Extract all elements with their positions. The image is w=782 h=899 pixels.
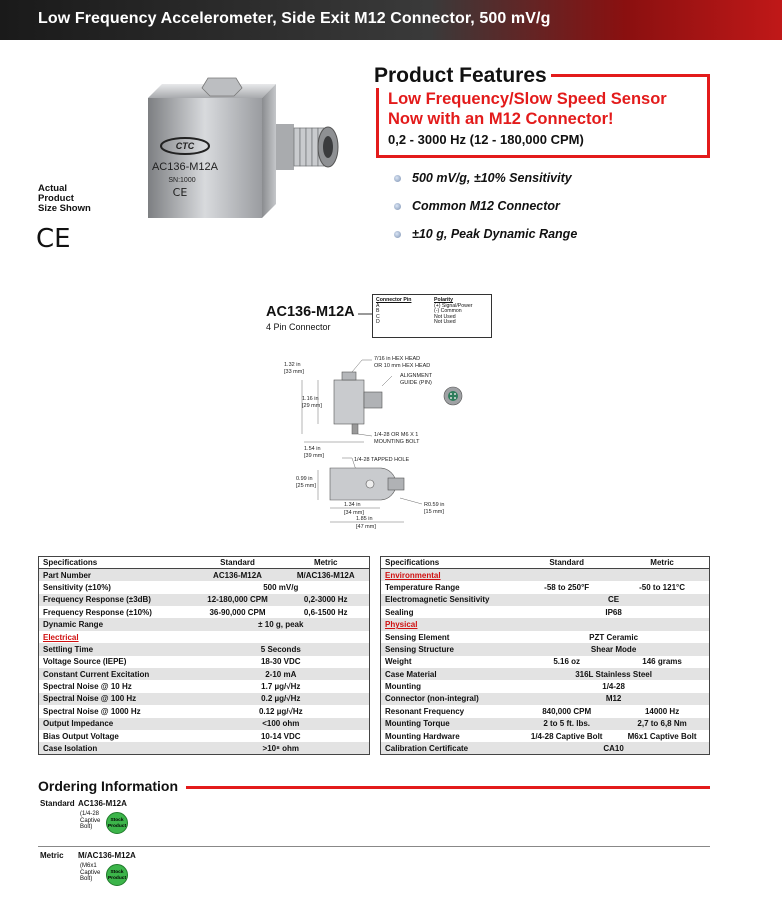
- ordering-rule: [186, 786, 710, 789]
- spec-value: 10-14 VDC: [260, 731, 301, 741]
- ordering-note-metric: (M6x1 Captive Bolt): [80, 863, 101, 883]
- spec-header-cell: Metric: [282, 557, 369, 569]
- spec-row: [381, 730, 710, 742]
- spec-row: [39, 680, 370, 692]
- spec-value: 2-10 mA: [193, 668, 370, 680]
- spec-table-right: [380, 556, 710, 755]
- dim-radius: R0.59 in: [424, 502, 445, 508]
- spec-label: Spectral Noise @ 1000 Hz: [43, 706, 141, 716]
- ordering-title: Ordering Information: [38, 778, 184, 794]
- photo-brand: CTC: [175, 141, 195, 151]
- spec-row: [381, 718, 710, 730]
- dim-overall-length: 1.85 in: [356, 516, 373, 522]
- spec-row: [381, 668, 710, 680]
- page-title: Low Frequency Accelerometer, Side Exit M12 Connector, 500 mV/g: [38, 10, 551, 27]
- spec-row: [381, 643, 710, 655]
- spec-label: Weight: [385, 657, 412, 667]
- spec-row: [39, 730, 370, 742]
- bullet-icon: [394, 231, 401, 238]
- spec-value: ± 10 g, peak: [193, 618, 370, 630]
- spec-row: [381, 705, 710, 717]
- spec-row: [39, 631, 370, 643]
- spec-header-cell: Specifications: [381, 557, 519, 569]
- spec-label: Output Impedance: [39, 718, 193, 730]
- spec-label: Mounting: [385, 682, 421, 692]
- spec-header-row: [381, 557, 710, 569]
- spec-row: [39, 693, 370, 705]
- spec-value-standard: 5.16 oz: [553, 657, 581, 667]
- stock-product-badge: Stock Product: [106, 864, 128, 886]
- spec-value: 1.7 µg/√Hz: [261, 682, 301, 692]
- svg-text:MOUNTING BOLT: MOUNTING BOLT: [374, 439, 420, 445]
- spec-section-label: Electrical: [43, 632, 79, 642]
- spec-row: [39, 742, 370, 754]
- spec-value-standard: AC136-M12A: [193, 569, 283, 581]
- spec-value: PZT Ceramic: [589, 632, 639, 642]
- spec-value-metric: 0,6-1500 Hz: [303, 607, 348, 617]
- spec-label: Sensitivity (±10%): [43, 582, 111, 592]
- spec-row: [381, 618, 710, 630]
- spec-row: [381, 742, 710, 754]
- spec-row: [381, 680, 710, 692]
- spec-value: 316L Stainless Steel: [518, 668, 709, 680]
- spec-value-metric: 2,7 to 6,8 Nm: [615, 718, 709, 730]
- dim-length: 1.54 in: [304, 446, 321, 452]
- spec-value-metric: M6x1 Captive Bolt: [627, 731, 697, 741]
- dim-height: 1.32 in: [284, 362, 301, 368]
- spec-label: Dynamic Range: [39, 618, 193, 630]
- spec-header-cell: Specifications: [39, 557, 193, 569]
- spec-value-standard: 2 to 5 ft. lbs.: [518, 718, 615, 730]
- spec-value-standard: 1/4-28 Captive Bolt: [530, 731, 603, 741]
- spec-label: Sensing Structure: [381, 643, 519, 655]
- spec-value-standard: 36-90,000 CPM: [209, 607, 266, 617]
- ordering-part-standard[interactable]: AC136-M12A: [78, 799, 127, 808]
- dim-body-height: 1.16 in: [302, 396, 319, 402]
- feature-bullet: ±10 g, Peak Dynamic Range: [394, 227, 577, 241]
- spec-row: [381, 693, 710, 705]
- spec-label: Sealing: [385, 607, 414, 617]
- spec-label: Sensing Element: [385, 632, 450, 642]
- spec-label: Case Isolation: [39, 742, 193, 754]
- svg-text:[34 mm]: [34 mm]: [344, 510, 364, 516]
- spec-value-metric: M/AC136-M12A: [282, 569, 369, 581]
- spec-table-left: [38, 556, 370, 755]
- svg-text:GUIDE (PIN): GUIDE (PIN): [400, 380, 432, 386]
- svg-text:[25 mm]: [25 mm]: [296, 483, 316, 489]
- spec-value: CE: [518, 594, 709, 606]
- spec-label: Temperature Range: [385, 582, 460, 592]
- ordering-part-metric[interactable]: M/AC136-M12A: [78, 851, 136, 860]
- spec-section-label: Environmental: [381, 569, 710, 581]
- spec-value: >10⁸ ohm: [193, 742, 370, 754]
- product-photo: [138, 76, 348, 226]
- features-title: Product Features: [374, 64, 551, 88]
- bullet-icon: [394, 175, 401, 182]
- ordering-divider: [38, 846, 710, 847]
- spec-row: [39, 668, 370, 680]
- spec-row: [381, 569, 710, 581]
- spec-value: <100 ohm: [193, 718, 370, 730]
- spec-row: [39, 618, 370, 630]
- ordering-label-standard: Standard: [40, 799, 75, 808]
- dim-bottom-width: 1.34 in: [344, 502, 361, 508]
- spec-label: Spectral Noise @ 100 Hz: [39, 693, 193, 705]
- spec-value-metric: -50 to 121°C: [639, 582, 686, 592]
- spec-row: [39, 606, 370, 618]
- spec-label: Frequency Response (±3dB): [39, 594, 193, 606]
- spec-header-row: [39, 557, 370, 569]
- bolt-label: 1/4-28 OR M6 X 1: [374, 432, 419, 438]
- features-headline: Low Frequency/Slow Speed Sensor Now with an M12 Connector!: [388, 90, 667, 128]
- spec-value-metric: 14000 Hz: [644, 706, 680, 716]
- spec-value-metric: 146 grams: [642, 657, 682, 667]
- spec-row: [39, 643, 370, 655]
- photo-model: AC136-M12A: [151, 161, 219, 173]
- ordering-label-metric: Metric: [40, 851, 64, 860]
- alignment-label: ALIGNMENT: [400, 373, 433, 379]
- spec-row: [381, 656, 710, 668]
- spec-label: Voltage Source (IEPE): [43, 657, 127, 667]
- spec-row: [39, 581, 370, 593]
- svg-text:[29 mm]: [29 mm]: [302, 403, 322, 409]
- spec-value: Shear Mode: [518, 643, 709, 655]
- spec-value: IP68: [605, 607, 622, 617]
- spec-row: [381, 594, 710, 606]
- spec-value-standard: 840,000 CPM: [542, 706, 592, 716]
- hex-head-label: 7/16 in HEX HEAD: [374, 356, 421, 362]
- spec-label: Settling Time: [39, 643, 193, 655]
- spec-row: [381, 631, 710, 643]
- spec-row: [39, 594, 370, 606]
- spec-label: Frequency Response (±10%): [43, 607, 152, 617]
- spec-label: Resonant Frequency: [385, 706, 465, 716]
- tapped-hole-label: 1/4-28 TAPPED HOLE: [354, 457, 410, 463]
- spec-value-standard: 12-180,000 CPM: [193, 594, 283, 606]
- spec-value-standard: -58 to 250°F: [544, 582, 590, 592]
- feature-bullet: Common M12 Connector: [394, 199, 560, 213]
- page-header: [0, 0, 782, 40]
- photo-serial: SN:1000: [168, 177, 196, 184]
- features-rule: [548, 74, 710, 77]
- features-range: 0,2 - 3000 Hz (12 - 180,000 CPM): [388, 132, 584, 147]
- spec-row: [39, 705, 370, 717]
- spec-label: Bias Output Voltage: [43, 731, 119, 741]
- spec-header-cell: Standard: [193, 557, 283, 569]
- spec-header-cell: Standard: [518, 557, 615, 569]
- spec-value: 5 Seconds: [193, 643, 370, 655]
- spec-header-cell: Metric: [615, 557, 709, 569]
- spec-value: CA10: [518, 742, 709, 754]
- svg-text:[47 mm]: [47 mm]: [356, 524, 376, 530]
- bullet-icon: [394, 203, 401, 210]
- drawing-subtitle: 4 Pin Connector: [266, 322, 331, 332]
- spec-row: [39, 656, 370, 668]
- svg-text:[33 mm]: [33 mm]: [284, 369, 304, 375]
- spec-value-metric: 0,2-3000 Hz: [282, 594, 369, 606]
- connector-pin-table: Connector Pin Polarity A (+) Signal/Power B (-) Common C Not Used D Not Used: [372, 294, 492, 338]
- svg-text:[39 mm]: [39 mm]: [304, 453, 324, 459]
- spec-value: 18-30 VDC: [260, 657, 301, 667]
- dim-bottom-height: 0.99 in: [296, 476, 313, 482]
- spec-row: [381, 606, 710, 618]
- spec-value: 0.12 µg/√Hz: [258, 706, 303, 716]
- spec-row: [39, 569, 370, 581]
- spec-label: Mounting Hardware: [385, 731, 460, 741]
- feature-bullet: 500 mV/g, ±10% Sensitivity: [394, 171, 572, 185]
- svg-text:OR 10 mm HEX HEAD: OR 10 mm HEX HEAD: [374, 363, 431, 369]
- spec-label: Calibration Certificate: [381, 742, 519, 754]
- spec-value: 1/4-28: [602, 682, 625, 692]
- photo-ce: CE: [172, 186, 188, 199]
- svg-text:[15 mm]: [15 mm]: [424, 509, 444, 515]
- spec-value: 500 mV/g: [263, 582, 299, 592]
- actual-size-label: Actual Product Size Shown: [38, 183, 91, 214]
- ordering-note-standard: (1/4-28 Captive Bolt): [80, 811, 101, 831]
- spec-section-label: Physical: [381, 618, 710, 630]
- ce-mark: CE: [36, 224, 71, 254]
- stock-product-badge: Stock Product: [106, 812, 128, 834]
- spec-row: [381, 581, 710, 593]
- spec-value: M12: [518, 693, 709, 705]
- spec-label: Constant Current Excitation: [39, 668, 193, 680]
- spec-label: Mounting Torque: [381, 718, 519, 730]
- spec-label: Part Number: [39, 569, 193, 581]
- dimension-drawing: [282, 340, 502, 540]
- spec-label: Spectral Noise @ 10 Hz: [43, 682, 132, 692]
- spec-value: 0.2 µg/√Hz: [193, 693, 370, 705]
- spec-label: Connector (non-integral): [381, 693, 519, 705]
- drawing-title: AC136-M12A: [266, 304, 355, 320]
- spec-row: [39, 718, 370, 730]
- spec-label: Electromagnetic Sensitivity: [381, 594, 519, 606]
- spec-label: Case Material: [381, 668, 519, 680]
